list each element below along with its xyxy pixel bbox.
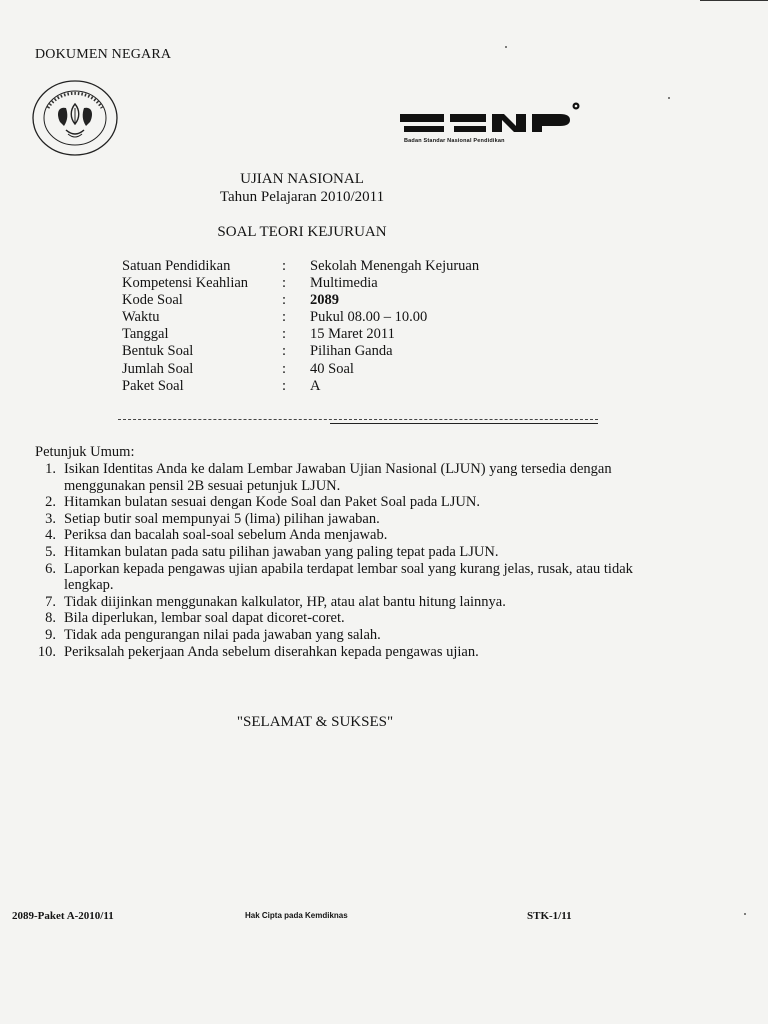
info-separator: : xyxy=(282,258,287,274)
scan-speck xyxy=(668,97,670,99)
info-label: Bentuk Soal xyxy=(122,343,194,360)
info-value: Pukul 08.00 – 10.00 xyxy=(310,309,428,326)
info-separator: : xyxy=(282,343,287,360)
document-classification: DOKUMEN NEGARA xyxy=(35,47,172,62)
info-row xyxy=(122,326,479,343)
item-number: 3. xyxy=(45,510,56,527)
info-value: Multimedia xyxy=(310,275,378,292)
bsnp-subtitle: Badan Standar Nasional Pendidikan xyxy=(404,138,505,144)
info-separator: : xyxy=(282,309,287,326)
footer-copyright: Hak Cipta pada Kemdiknas xyxy=(245,911,348,920)
info-row xyxy=(122,258,479,275)
info-row xyxy=(122,361,479,378)
exam-title: UJIAN NASIONAL xyxy=(240,171,364,187)
info-label: Satuan Pendidikan xyxy=(122,258,231,274)
info-value: 2089 xyxy=(310,292,339,309)
info-row xyxy=(122,292,479,309)
info-value: A xyxy=(310,377,321,394)
item-number: 2. xyxy=(45,494,56,511)
item-number: 9. xyxy=(45,626,56,643)
academic-year: Tahun Pelajaran 2010/2011 xyxy=(219,189,385,205)
item-number: 4. xyxy=(45,527,56,544)
instructions-title: Petunjuk Umum: xyxy=(35,444,135,460)
info-label: Tanggal xyxy=(122,326,169,343)
scan-speck xyxy=(505,46,507,48)
scan-edge-line xyxy=(700,0,768,1)
item-text: Tidak ada pengurangan nilai pada jawaban yang salah. xyxy=(64,626,381,643)
instructions-list xyxy=(33,461,633,660)
item-text: Bila diperlukan, lembar soal dapat dicoret-coret. xyxy=(64,610,345,627)
info-label: Kompetensi Keahlian xyxy=(122,275,249,292)
info-row xyxy=(122,343,479,360)
closing-message: "SELAMAT & SUKSES" xyxy=(236,714,394,730)
list-item xyxy=(33,461,633,494)
info-label: Kode Soal xyxy=(122,292,183,309)
info-label: Jumlah Soal xyxy=(122,360,194,377)
info-separator: : xyxy=(282,292,287,309)
list-item xyxy=(33,594,633,611)
info-row xyxy=(122,309,479,326)
item-text: Periksa dan bacalah soal-soal sebelum Anda menjawab. xyxy=(64,527,388,544)
item-number: 6. xyxy=(45,560,56,577)
item-text: Hitamkan bulatan pada satu pilihan jawaban yang paling tepat pada LJUN. xyxy=(64,543,499,560)
divider-solid xyxy=(330,423,598,424)
list-item xyxy=(33,527,633,544)
item-text: Laporkan kepada pengawas ujian apabila terdapat lembar soal yang kurang jelas, rusak, atau tidak lengkap. xyxy=(64,560,633,594)
info-value: 40 Soal xyxy=(310,360,354,377)
info-label: Paket Soal xyxy=(122,377,184,394)
info-value: Sekolah Menengah Kejuruan xyxy=(310,258,480,274)
list-item xyxy=(33,544,633,561)
info-separator: : xyxy=(282,360,287,377)
scan-speck xyxy=(744,913,746,915)
list-item xyxy=(33,610,633,627)
item-text: Tidak diijinkan menggunakan kalkulator, HP, atau alat bantu hitung lainnya. xyxy=(64,593,506,610)
info-separator: : xyxy=(282,275,287,292)
item-number: 7. xyxy=(45,593,56,610)
exam-subject: SOAL TEORI KEJURUAN xyxy=(217,224,387,240)
tut-wuri-handayani-emblem-icon xyxy=(30,78,120,158)
footer-page-code: STK-1/11 xyxy=(527,910,572,922)
footer-code: 2089-Paket A-2010/11 xyxy=(12,910,114,922)
info-separator: : xyxy=(282,377,287,394)
list-item xyxy=(33,494,633,511)
list-item xyxy=(33,561,633,594)
divider-dashed xyxy=(118,419,598,420)
item-number: 10. xyxy=(37,643,56,660)
exam-info-table xyxy=(122,258,479,395)
info-row xyxy=(122,275,479,292)
info-separator: : xyxy=(282,326,287,343)
list-item xyxy=(33,627,633,644)
info-label: Waktu xyxy=(122,309,160,326)
item-text: Hitamkan bulatan sesuai dengan Kode Soal dan Paket Soal pada LJUN. xyxy=(64,494,480,511)
item-text: Periksalah pekerjaan Anda sebelum diserahkan kepada pengawas ujian. xyxy=(64,643,479,660)
item-number: 8. xyxy=(45,610,56,627)
item-text: Isikan Identitas Anda ke dalam Lembar Jawaban Ujian Nasional (LJUN) yang tersedia dengan menggunakan pensil 2B sesuai petunjuk LJUN. xyxy=(64,461,612,494)
info-value: Pilihan Ganda xyxy=(310,343,393,360)
item-number: 5. xyxy=(45,543,56,560)
list-item xyxy=(33,511,633,528)
info-row xyxy=(122,378,479,395)
item-number: 1. xyxy=(45,461,56,477)
item-text: Setiap butir soal mempunyai 5 (lima) pilihan jawaban. xyxy=(64,510,380,527)
info-value: 15 Maret 2011 xyxy=(310,326,395,343)
list-item xyxy=(33,644,633,661)
